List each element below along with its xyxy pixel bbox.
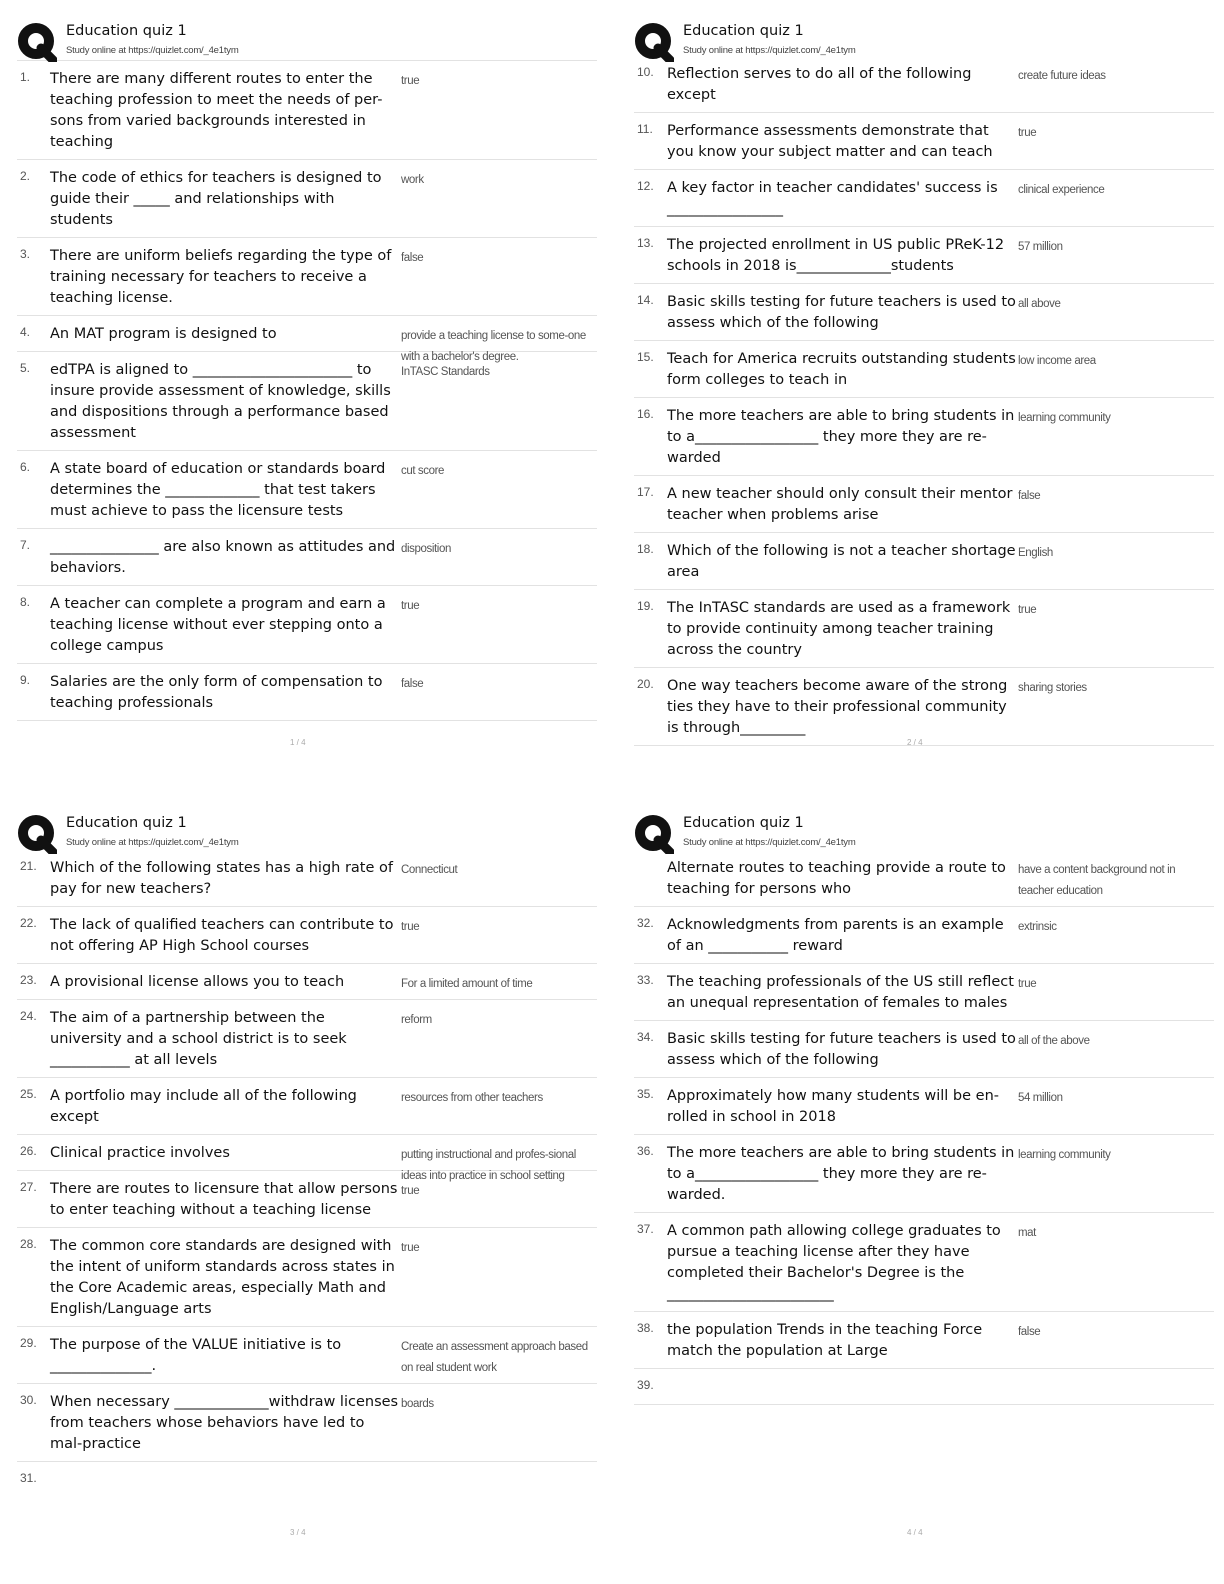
question-text: Alternate routes to teaching provide a route to teaching for persons who <box>667 860 1006 897</box>
question-row <box>634 852 1214 907</box>
question-text: the population Trends in the teaching Force match the population at Large <box>667 1322 983 1359</box>
page-subtitle: Study online at https://quizlet.com/_4e1tym <box>66 45 239 56</box>
answer-text: all above <box>1018 298 1061 310</box>
question-row <box>17 1135 597 1182</box>
quiz-page-1 <box>17 18 597 721</box>
question-row <box>634 964 1214 1021</box>
question-text: Reflection serves to do all of the following except <box>667 66 972 103</box>
quizlet-logo-icon <box>17 22 57 62</box>
quizlet-logo-icon <box>634 814 674 854</box>
question-text: The more teachers are able to bring students in to a_________________ they more they are re-warded <box>667 408 1015 466</box>
question-row <box>634 668 1214 746</box>
question-number: 31. <box>20 1471 37 1485</box>
answer-text: false <box>401 678 424 690</box>
answer-text: InTASC Standards <box>401 366 490 378</box>
question-text: The purpose of the VALUE initiative is to ______________. <box>50 1337 342 1374</box>
question-text: The code of ethics for teachers is designed to guide their _____ and relationships with students <box>50 170 382 228</box>
answer-text: cut score <box>401 465 445 477</box>
question-text: Performance assessments demonstrate that you know your subject matter and can teach <box>667 123 993 160</box>
question-row <box>17 1327 597 1384</box>
question-row <box>17 1228 597 1327</box>
page-number: 4 / 4 <box>907 1528 923 1537</box>
answer-text: true <box>401 921 420 933</box>
page-header <box>17 810 597 852</box>
question-text: A teacher can complete a program and earn a teaching license without ever stepping onto a college campus <box>50 596 386 654</box>
question-number: 35. <box>637 1087 654 1101</box>
answer-text: true <box>1018 978 1037 990</box>
question-row <box>17 1000 597 1078</box>
page-title: Education quiz 1 <box>66 23 187 39</box>
answer-text: For a limited amount of time <box>401 978 533 990</box>
question-text: When necessary _____________withdraw licenses from teachers whose behaviors have led to mal-practice <box>50 1394 399 1452</box>
question-row <box>17 61 597 160</box>
question-number: 20. <box>637 677 654 691</box>
answer-text: false <box>1018 1326 1041 1338</box>
question-number: 13. <box>637 236 654 250</box>
answer-text: true <box>1018 127 1037 139</box>
answer-text: false <box>401 252 424 264</box>
question-list <box>17 60 597 721</box>
question-row <box>17 316 597 363</box>
question-number: 39. <box>637 1378 654 1392</box>
question-row <box>17 160 597 238</box>
question-number: 36. <box>637 1144 654 1158</box>
question-row <box>634 1135 1214 1213</box>
question-text: A state board of education or standards board determines the _____________ that test takers must achieve to pass the licensure tests <box>50 461 386 519</box>
quizlet-logo-icon <box>17 814 57 854</box>
question-number: 10. <box>637 65 654 79</box>
question-row <box>634 60 1214 113</box>
question-text: The lack of qualified teachers can contribute to not offering AP High School courses <box>50 917 394 954</box>
question-text: The InTASC standards are used as a framework to provide continuity among teacher training across the country <box>667 600 1011 658</box>
question-text: The more teachers are able to bring students in to a_________________ they more they are re-warded. <box>667 1145 1015 1203</box>
question-number: 16. <box>637 407 654 421</box>
page-header <box>634 810 1214 852</box>
question-text: Basic skills testing for future teachers is used to assess which of the following <box>667 294 1016 331</box>
question-text: A key factor in teacher candidates' success is ________________ <box>667 180 998 217</box>
question-text: There are uniform beliefs regarding the type of training necessary for teachers to receive a teaching license. <box>50 248 392 306</box>
question-row <box>17 1171 597 1228</box>
question-text: Clinical practice involves <box>50 1145 230 1161</box>
question-number: 27. <box>20 1180 37 1194</box>
question-number: 14. <box>637 293 654 307</box>
page-title: Education quiz 1 <box>683 23 804 39</box>
quiz-page-2 <box>634 18 1214 746</box>
question-row <box>17 1384 597 1462</box>
question-row <box>17 352 597 451</box>
answer-text: clinical experience <box>1018 184 1105 196</box>
question-row <box>634 1369 1214 1405</box>
answer-text: true <box>1018 604 1037 616</box>
question-text: Which of the following is not a teacher shortage area <box>667 543 1016 580</box>
question-text: Acknowledgments from parents is an example of an ___________ reward <box>667 917 1004 954</box>
question-row <box>634 113 1214 170</box>
question-row <box>634 533 1214 590</box>
question-number: 5. <box>20 361 31 375</box>
question-text: An MAT program is designed to <box>50 326 277 342</box>
page-title: Education quiz 1 <box>66 815 187 831</box>
answer-text: 57 million <box>1018 241 1063 253</box>
question-number: 25. <box>20 1087 37 1101</box>
question-number: 28. <box>20 1237 37 1251</box>
question-list <box>17 852 597 1492</box>
answer-text: disposition <box>401 543 451 555</box>
question-number: 9. <box>20 673 31 687</box>
answer-text: English <box>1018 547 1053 559</box>
question-number: 32. <box>637 916 654 930</box>
question-row <box>634 476 1214 533</box>
question-row <box>634 284 1214 341</box>
question-text: A portfolio may include all of the following except <box>50 1088 357 1125</box>
question-text: Teach for America recruits outstanding students form colleges to teach in <box>667 351 1016 388</box>
question-text: edTPA is aligned to ______________________ to insure provide assessment of knowledge, skills and dispositions through a performance based assessment <box>50 362 391 441</box>
quiz-page-4 <box>634 810 1214 1405</box>
question-number: 2. <box>20 169 31 183</box>
question-text: Which of the following states has a high rate of pay for new teachers? <box>50 860 394 897</box>
page-number: 1 / 4 <box>290 738 306 747</box>
question-number: 26. <box>20 1144 37 1158</box>
question-text: The teaching professionals of the US still reflect an unequal representation of females to males <box>667 974 1014 1011</box>
question-number: 37. <box>637 1222 654 1236</box>
question-row <box>634 907 1214 964</box>
answer-text: create future ideas <box>1018 70 1106 82</box>
answer-text: boards <box>401 1398 434 1410</box>
question-number: 6. <box>20 460 31 474</box>
question-text: A provisional license allows you to teach <box>50 974 345 990</box>
page-subtitle: Study online at https://quizlet.com/_4e1tym <box>683 45 856 56</box>
question-row <box>634 398 1214 476</box>
question-row <box>634 590 1214 668</box>
question-row <box>634 170 1214 227</box>
question-text: _______________ are also known as attitudes and behaviors. <box>50 539 396 576</box>
answer-text: true <box>401 600 420 612</box>
question-row <box>634 341 1214 398</box>
question-text: There are many different routes to enter the teaching profession to meet the needs of per-sons from varied backgrounds interested in teaching <box>50 71 383 150</box>
question-row <box>634 1213 1214 1312</box>
question-row <box>17 238 597 316</box>
question-row <box>17 964 597 1000</box>
question-number: 12. <box>637 179 654 193</box>
question-number: 7. <box>20 538 31 552</box>
question-row <box>17 1462 597 1492</box>
page-header <box>17 18 597 60</box>
answer-text: work <box>401 174 424 186</box>
question-row <box>17 852 597 907</box>
question-number: 19. <box>637 599 654 613</box>
page-subtitle: Study online at https://quizlet.com/_4e1tym <box>66 837 239 848</box>
question-text: The aim of a partnership between the university and a school district is to seek ___________ at all levels <box>50 1010 347 1068</box>
answer-text: true <box>401 1185 420 1197</box>
page-number: 2 / 4 <box>907 738 923 747</box>
answer-text: Connecticut <box>401 864 458 876</box>
page-number: 3 / 4 <box>290 1528 306 1537</box>
question-number: 1. <box>20 70 31 84</box>
answer-text: have a content background not in teacher education <box>1018 864 1176 897</box>
page-subtitle: Study online at https://quizlet.com/_4e1tym <box>683 837 856 848</box>
question-row <box>17 529 597 586</box>
question-row <box>634 227 1214 284</box>
quiz-page-3 <box>17 810 597 1492</box>
question-number: 24. <box>20 1009 37 1023</box>
page-title: Education quiz 1 <box>683 815 804 831</box>
answer-text: putting instructional and profes-sional ideas into practice in school setting <box>401 1149 576 1182</box>
answer-text: true <box>401 75 420 87</box>
answer-text: mat <box>1018 1227 1036 1239</box>
question-number: 21. <box>20 859 37 873</box>
answer-text: provide a teaching license to some-one with a bachelor's degree. <box>401 330 586 363</box>
answer-text: learning community <box>1018 1149 1111 1161</box>
answer-text: resources from other teachers <box>401 1092 543 1104</box>
question-list <box>634 852 1214 1405</box>
answer-text: reform <box>401 1014 432 1026</box>
question-number: 30. <box>20 1393 37 1407</box>
question-number: 4. <box>20 325 31 339</box>
question-row <box>17 451 597 529</box>
answer-text: Create an assessment approach based on real student work <box>401 1341 588 1374</box>
answer-text: sharing stories <box>1018 682 1087 694</box>
question-row <box>634 1312 1214 1369</box>
question-number: 38. <box>637 1321 654 1335</box>
answer-text: 54 million <box>1018 1092 1063 1104</box>
answer-text: learning community <box>1018 412 1111 424</box>
answer-text: extrinsic <box>1018 921 1057 933</box>
question-number: 23. <box>20 973 37 987</box>
question-text: Salaries are the only form of compensation to teaching professionals <box>50 674 383 711</box>
question-row <box>634 1078 1214 1135</box>
question-row <box>634 1021 1214 1078</box>
question-text: A new teacher should only consult their mentor teacher when problems arise <box>667 486 1013 523</box>
question-text: The projected enrollment in US public PReK-12 schools in 2018 is_____________students <box>667 237 1005 274</box>
question-row <box>17 664 597 721</box>
question-number: 8. <box>20 595 31 609</box>
question-row <box>17 907 597 964</box>
question-text: A common path allowing college graduates to pursue a teaching license after they have completed their Bachelor's Degree is the _______________________ <box>667 1223 1001 1302</box>
answer-text: true <box>401 1242 420 1254</box>
question-number: 29. <box>20 1336 37 1350</box>
question-text: Basic skills testing for future teachers is used to assess which of the following <box>667 1031 1016 1068</box>
question-number: 15. <box>637 350 654 364</box>
question-list <box>634 60 1214 746</box>
question-text: The common core standards are designed with the intent of uniform standards across states in the Core Academic areas, especially Math and English/Language arts <box>50 1238 395 1317</box>
question-text: There are routes to licensure that allow persons to enter teaching without a teaching license <box>50 1181 398 1218</box>
page-header <box>634 18 1214 60</box>
answer-text: low income area <box>1018 355 1096 367</box>
question-text: One way teachers become aware of the strong ties they have to their professional community is through_________ <box>667 678 1008 736</box>
answer-text: all of the above <box>1018 1035 1090 1047</box>
answer-text: false <box>1018 490 1041 502</box>
question-number: 33. <box>637 973 654 987</box>
question-row <box>17 586 597 664</box>
question-number: 18. <box>637 542 654 556</box>
question-number: 3. <box>20 247 31 261</box>
question-number: 22. <box>20 916 37 930</box>
quizlet-logo-icon <box>634 22 674 62</box>
question-text: Approximately how many students will be en-rolled in school in 2018 <box>667 1088 999 1125</box>
question-row <box>17 1078 597 1135</box>
question-number: 34. <box>637 1030 654 1044</box>
question-number: 11. <box>637 122 653 136</box>
question-number: 17. <box>637 485 654 499</box>
